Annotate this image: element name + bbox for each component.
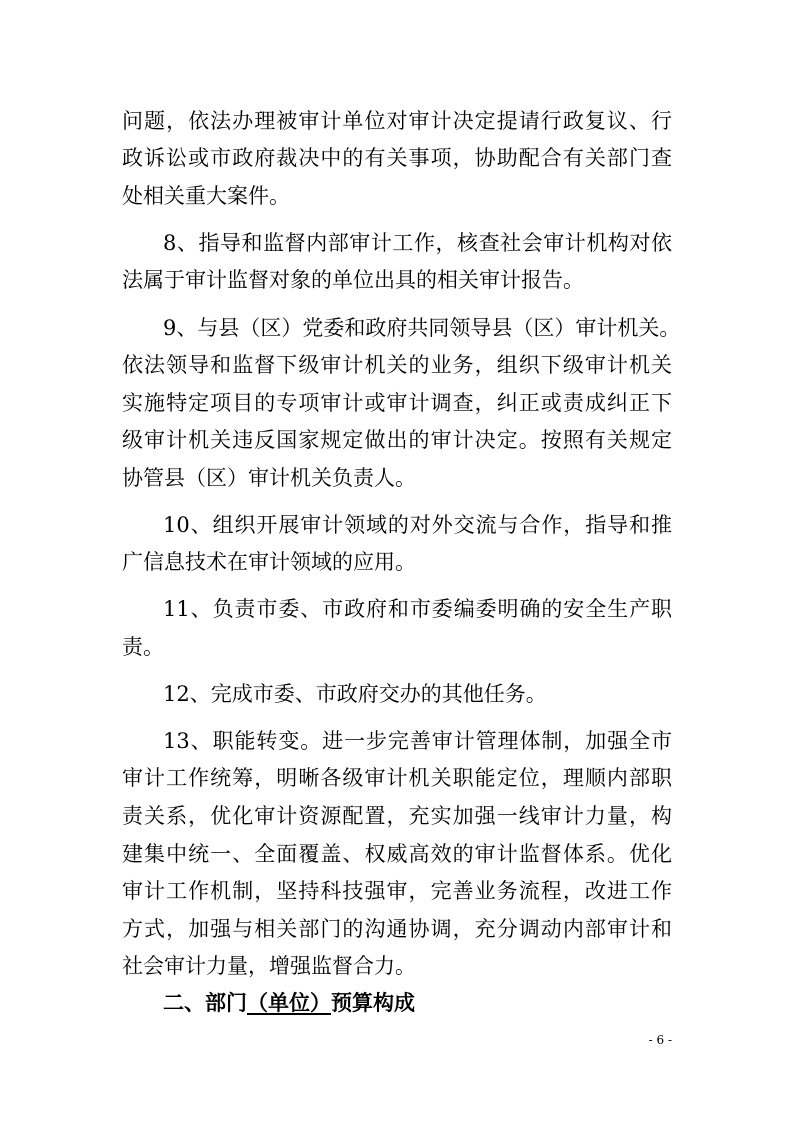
text-line: 责关系，优化审计资源配置，充实加强一线审计力量，构 [122,804,672,828]
text-line: 13、职能转变。进一步完善审计管理体制，加强全市 [163,729,672,753]
text-line: 依法领导和监督下级审计机关的业务，组织下级审计机关 [122,353,672,377]
text-line: 审计工作统筹，明晰各级审计机关职能定位，理顺内部职 [122,766,672,790]
text-line: 实施特定项目的专项审计或审计调查，纠正或责成纠正下 [122,391,672,415]
heading-prefix: 二、部门 [163,991,247,1015]
text-line: 广信息技术在审计领域的应用。 [122,550,416,574]
heading-underlined: （单位） [247,991,331,1015]
text-line: 9、与县（区）党委和政府共同领导县（区）审计机关。 [163,316,681,340]
text-line: 11、负责市委、市政府和市委编委明确的安全生产职 [163,597,672,621]
text-line: 10、组织开展审计领域的对外交流与合作，指导和推 [163,513,672,537]
text-line: 12、完成市委、市政府交办的其他任务。 [163,682,547,706]
page-number: - 6 - [648,1033,672,1047]
text-line: 问题，依法办理被审计单位对审计决定提请行政复议、行 [122,109,672,133]
text-line: 责。 [122,635,164,659]
heading-suffix: 预算构成 [331,991,415,1015]
text-line: 方式，加强与相关部门的沟通协调，充分调动内部审计和 [122,917,672,941]
text-line: 级审计机关违反国家规定做出的审计决定。按照有关规定 [122,428,672,452]
section-heading [163,985,415,1021]
text-line: 处相关重大案件。 [122,184,290,208]
text-line: 法属于审计监督对象的单位出具的相关审计报告。 [122,268,584,292]
text-line: 协管县（区）审计机关负责人。 [122,466,416,490]
text-line: 审计工作机制，坚持科技强审，完善业务流程，改进工作 [122,879,672,903]
text-line: 社会审计力量，增强监督合力。 [122,954,416,978]
text-line: 政诉讼或市政府裁决中的有关事项，协助配合有关部门查 [122,146,672,170]
text-line: 建集中统一、全面覆盖、权威高效的审计监督体系。优化 [122,842,672,866]
text-line: 8、指导和监督内部审计工作，核查社会审计机构对依 [163,231,672,255]
